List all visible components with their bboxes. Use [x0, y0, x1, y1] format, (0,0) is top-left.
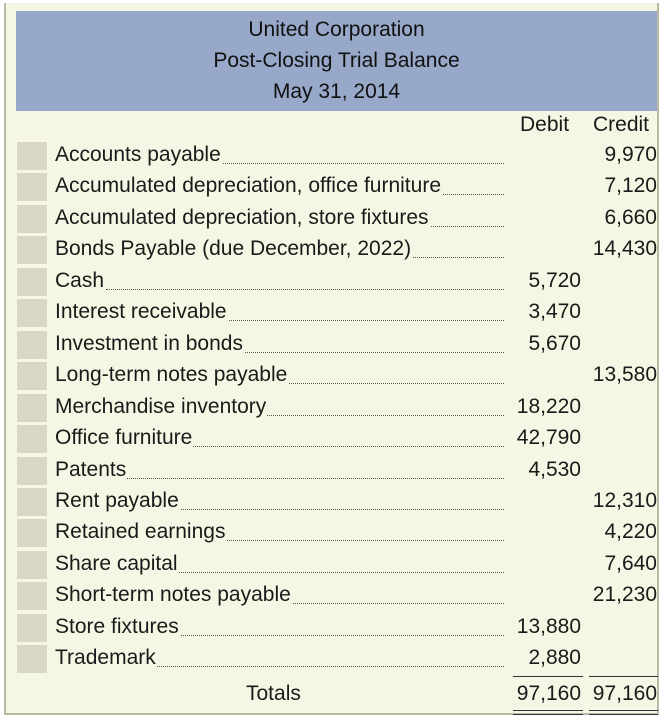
credit-amount: 7,120 — [604, 174, 657, 198]
statement-title: Post-Closing Trial Balance — [213, 49, 460, 72]
account-name: Patents — [55, 457, 127, 481]
row-selector[interactable] — [17, 299, 47, 327]
debit-amount: 5,670 — [528, 331, 581, 355]
row-selector[interactable] — [17, 394, 47, 422]
account-name: Long-term notes payable — [55, 363, 288, 387]
credit-amount: 13,580 — [592, 363, 657, 387]
account-name: Rent payable — [55, 488, 179, 512]
account-name: Merchandise inventory — [55, 394, 267, 418]
totals-row — [6, 678, 661, 710]
row-selector[interactable] — [17, 614, 47, 642]
credit-total-double-line — [589, 710, 658, 715]
table-row — [6, 486, 661, 517]
credit-amount: 4,220 — [604, 520, 657, 544]
account-name: Short-term notes payable — [55, 583, 291, 607]
row-selector[interactable] — [17, 236, 47, 264]
account-name: Office furniture — [55, 426, 193, 450]
credit-column-header: Credit — [593, 113, 650, 136]
account-name: Trademark — [55, 646, 156, 670]
leader-dots — [106, 478, 504, 479]
account-name: Investment in bonds — [55, 331, 243, 355]
account-name: Accounts payable — [55, 143, 221, 166]
debit-amount: 13,880 — [516, 614, 581, 638]
account-name: Retained earnings — [55, 520, 226, 544]
debit-total-double-line — [513, 710, 583, 715]
account-name: Share capital — [55, 551, 178, 575]
row-selector[interactable] — [17, 645, 47, 673]
table-row — [6, 423, 661, 454]
credit-amount: 14,430 — [592, 237, 657, 261]
row-selector[interactable] — [17, 582, 47, 610]
table-row — [6, 266, 661, 297]
row-selector[interactable] — [17, 519, 47, 547]
credit-amount: 12,310 — [592, 488, 657, 512]
totals-debit: 97,160 — [516, 682, 581, 705]
leader-dots — [106, 666, 504, 667]
row-selector[interactable] — [17, 425, 47, 453]
statement-header — [16, 11, 657, 111]
row-selector[interactable] — [17, 205, 47, 233]
table-row — [6, 203, 661, 234]
row-selector[interactable] — [17, 457, 47, 485]
credit-amount: 9,970 — [604, 143, 657, 166]
table-row — [6, 392, 661, 423]
account-name: Store fixtures — [55, 614, 179, 638]
table-row — [6, 643, 661, 674]
account-name: Accumulated depreciation, office furniture — [55, 174, 441, 198]
row-selector[interactable] — [17, 268, 47, 296]
table-row — [6, 549, 661, 580]
account-name: Cash — [55, 268, 105, 292]
trial-balance-panel — [4, 3, 659, 715]
table-row — [6, 329, 661, 360]
debit-amount: 42,790 — [516, 426, 581, 450]
debit-amount: 4,530 — [528, 457, 581, 481]
totals-label: Totals — [246, 682, 301, 705]
account-name: Interest receivable — [55, 300, 227, 324]
debit-amount: 5,720 — [528, 268, 581, 292]
table-row — [6, 517, 661, 548]
table-row — [6, 140, 661, 171]
row-selector[interactable] — [17, 331, 47, 359]
debit-subtotal-line — [513, 676, 583, 677]
statement-date: May 31, 2014 — [272, 80, 401, 103]
row-selector[interactable] — [17, 488, 47, 516]
row-selector[interactable] — [17, 173, 47, 201]
table-row — [6, 171, 661, 202]
table-row — [6, 234, 661, 265]
debit-amount: 3,470 — [528, 300, 581, 324]
company-name: United Corporation — [248, 18, 425, 41]
table-row — [6, 455, 661, 486]
table-row — [6, 360, 661, 391]
row-selector[interactable] — [17, 551, 47, 579]
debit-amount: 18,220 — [516, 394, 581, 418]
debit-amount: 2,880 — [528, 646, 581, 670]
totals-credit: 97,160 — [592, 682, 657, 705]
row-selector[interactable] — [17, 142, 47, 170]
credit-amount: 21,230 — [592, 583, 657, 607]
credit-subtotal-line — [589, 676, 658, 677]
table-row — [6, 297, 661, 328]
table-row — [6, 580, 661, 611]
account-name: Accumulated depreciation, store fixtures — [55, 205, 429, 229]
debit-column-header: Debit — [520, 113, 570, 136]
table-row — [6, 612, 661, 643]
credit-amount: 6,660 — [604, 205, 657, 229]
leader-dots — [106, 289, 504, 290]
row-selector[interactable] — [17, 362, 47, 390]
account-name: Bonds Payable (due December, 2022) — [55, 237, 412, 261]
credit-amount: 7,640 — [604, 551, 657, 575]
